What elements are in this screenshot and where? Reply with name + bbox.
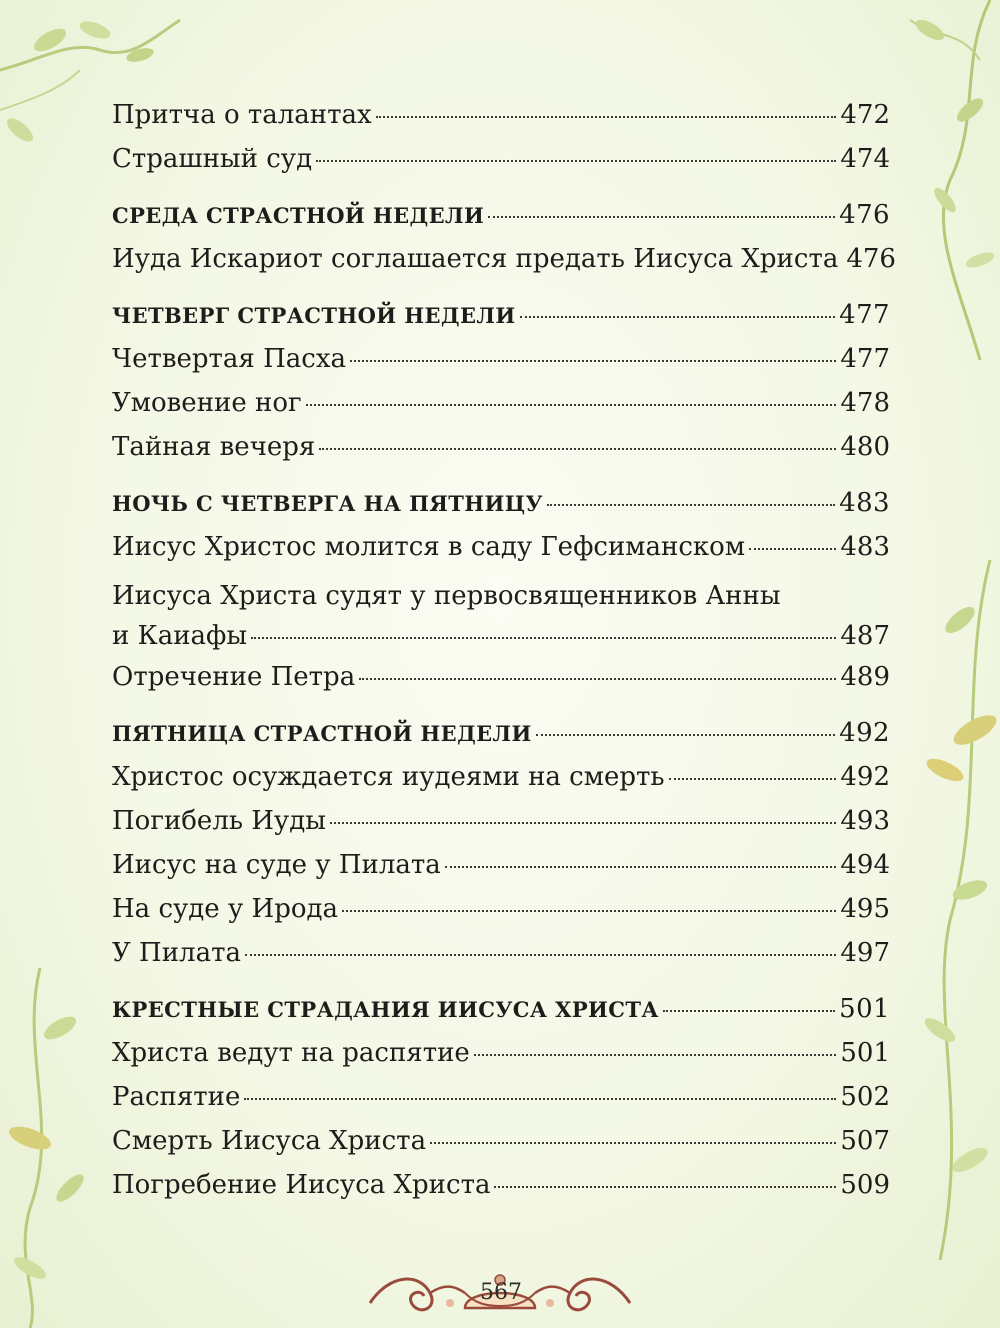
toc-entry[interactable] xyxy=(112,850,890,894)
toc-entry-title: У Пилата xyxy=(112,938,241,968)
dot-leader xyxy=(245,954,836,956)
toc-entry-page: 489 xyxy=(840,662,890,692)
toc-entry[interactable] xyxy=(112,1126,890,1170)
section-title: СРЕДА СТРАСТНОЙ НЕДЕЛИ xyxy=(112,203,485,228)
toc-entry-page: 494 xyxy=(840,850,890,880)
toc-entry-title: Распятие xyxy=(112,1082,241,1112)
section-page: 476 xyxy=(839,200,890,230)
dot-leader xyxy=(663,1010,835,1012)
toc-entry-page: 507 xyxy=(840,1126,890,1156)
toc-entry[interactable] xyxy=(112,244,896,288)
toc-entry-title: Иисус на суде у Пилата xyxy=(112,850,441,880)
section-title: ЧЕТВЕРГ СТРАСТНОЙ НЕДЕЛИ xyxy=(112,303,516,328)
toc-entry[interactable] xyxy=(112,806,890,850)
dot-leader xyxy=(547,504,835,506)
toc-entry[interactable] xyxy=(112,100,890,144)
floral-vine-bottom-left xyxy=(0,968,120,1328)
toc-entry-title: Отречение Петра xyxy=(112,662,356,692)
toc-entry[interactable] xyxy=(112,894,890,938)
dot-leader xyxy=(749,548,836,550)
toc-entry-page: 478 xyxy=(840,388,890,418)
toc-entry-title: Иисус Христос молится в саду Гефсиманском xyxy=(112,532,746,562)
toc-entry-page: 509 xyxy=(840,1170,890,1200)
toc-entry-title: Страшный суд xyxy=(112,144,313,174)
dot-leader xyxy=(520,316,836,318)
dot-leader xyxy=(536,734,835,736)
toc-entry-page: 492 xyxy=(840,762,890,792)
toc-entry-page: 502 xyxy=(840,1082,890,1112)
toc-entry-page: 477 xyxy=(840,344,890,374)
toc-section-heading[interactable] xyxy=(112,200,890,244)
toc-entry-title: Иуда Искариот соглашается предать Иисуса Христа xyxy=(112,244,839,274)
toc-entry-page: 495 xyxy=(840,894,890,924)
toc-entry-title: Христос осуждается иудеями на смерть xyxy=(112,762,665,792)
dot-leader xyxy=(359,678,836,680)
dot-leader xyxy=(350,360,836,362)
toc-entry-page: 472 xyxy=(840,100,890,130)
toc-entry[interactable] xyxy=(112,432,890,476)
toc-entry-page: 476 xyxy=(846,244,896,274)
toc-entry-title: Погибель Иуды xyxy=(112,806,326,836)
toc-entry-title: Смерть Иисуса Христа xyxy=(112,1126,427,1156)
section-page: 477 xyxy=(839,300,890,330)
toc-entry[interactable] xyxy=(112,344,890,388)
toc-entry-page: 483 xyxy=(840,532,890,562)
toc-entry-title: Христа ведут на распятие xyxy=(112,1038,470,1068)
dot-leader xyxy=(669,778,837,780)
section-page: 501 xyxy=(839,994,890,1024)
dot-leader xyxy=(319,448,836,450)
toc-entry-page: 497 xyxy=(840,938,890,968)
dot-leader xyxy=(251,637,836,639)
toc-entry[interactable] xyxy=(112,662,890,706)
table-of-contents xyxy=(112,100,896,1214)
toc-entry[interactable] xyxy=(112,144,890,188)
toc-entry-title-line1: Иисуса Христа судят у первосвященников Анны xyxy=(112,581,781,611)
toc-section-heading[interactable] xyxy=(112,300,890,344)
toc-entry-page: 493 xyxy=(840,806,890,836)
dot-leader xyxy=(342,910,836,912)
section-title: ПЯТНИЦА СТРАСТНОЙ НЕДЕЛИ xyxy=(112,721,532,746)
toc-entry[interactable] xyxy=(112,1038,890,1082)
floral-vine-right xyxy=(890,560,1000,1260)
section-title: НОЧЬ С ЧЕТВЕРГА НА ПЯТНИЦУ xyxy=(112,491,543,516)
toc-entry-title: На суде у Ирода xyxy=(112,894,339,924)
section-title: КРЕСТНЫЕ СТРАДАНИЯ ИИСУСА ХРИСТА xyxy=(112,997,659,1022)
toc-entry-title: Четвертая Пасха xyxy=(112,344,346,374)
dot-leader xyxy=(330,822,836,824)
toc-entry[interactable] xyxy=(112,532,890,576)
toc-entry[interactable] xyxy=(112,762,890,806)
section-page: 492 xyxy=(839,718,890,748)
toc-entry-page: 501 xyxy=(840,1038,890,1068)
toc-entry-title: Тайная вечеря xyxy=(112,432,316,462)
toc-entry-title: Погребение Иисуса Христа xyxy=(112,1170,491,1200)
toc-section-heading[interactable] xyxy=(112,718,890,762)
toc-entry[interactable] xyxy=(112,938,890,982)
dot-leader xyxy=(474,1054,837,1056)
toc-entry[interactable] xyxy=(112,388,890,432)
page-number-area xyxy=(456,1270,546,1314)
toc-entry[interactable] xyxy=(112,576,890,662)
toc-entry-page: 487 xyxy=(840,621,890,651)
toc-entry-page: 474 xyxy=(840,144,890,174)
toc-entry-title-line2: и Каиафы xyxy=(112,621,248,651)
toc-section-heading[interactable] xyxy=(112,994,890,1038)
dot-leader xyxy=(430,1142,836,1144)
toc-entry-title: Притча о талантах xyxy=(112,100,372,130)
dot-leader xyxy=(488,216,835,218)
dot-leader xyxy=(494,1186,836,1188)
dot-leader xyxy=(445,866,837,868)
toc-section-heading[interactable] xyxy=(112,488,890,532)
toc-entry-title: Умовение ног xyxy=(112,388,302,418)
toc-entry[interactable] xyxy=(112,1170,890,1214)
dot-leader xyxy=(376,116,837,118)
page-number: 567 xyxy=(480,1279,522,1305)
toc-entry[interactable] xyxy=(112,1082,890,1126)
dot-leader xyxy=(316,160,836,162)
section-page: 483 xyxy=(839,488,890,518)
dot-leader xyxy=(306,404,837,406)
toc-entry-page: 480 xyxy=(840,432,890,462)
dot-leader xyxy=(244,1098,836,1100)
